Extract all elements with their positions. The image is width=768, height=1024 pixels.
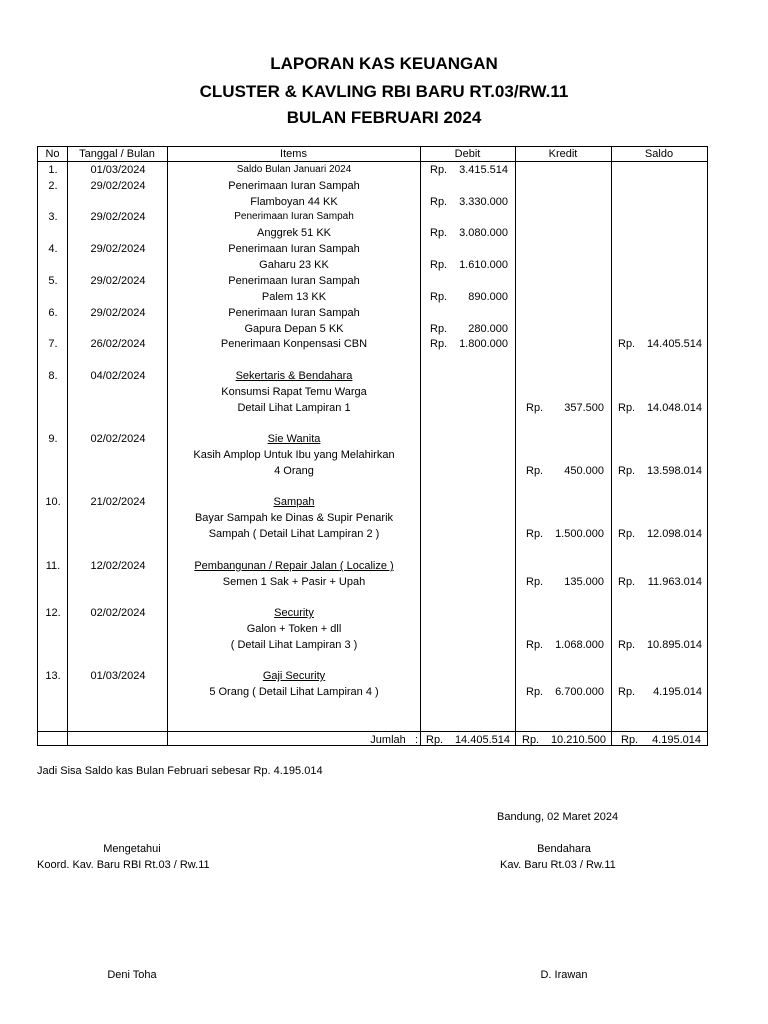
row-date: 02/02/2024 — [90, 433, 146, 445]
currency-label: Rp. — [526, 576, 544, 588]
amount-value: 14.405.514 — [646, 338, 702, 350]
total-kredit: Rp. 10.210.500 — [522, 734, 606, 746]
column-divider — [67, 147, 68, 745]
row-item-text: Kasih Amplop Untuk Ibu yang Melahirkan — [193, 449, 395, 461]
row-debit — [430, 195, 508, 209]
row-item-text: 4 Orang — [274, 465, 314, 477]
column-divider — [515, 147, 516, 745]
row-number: 4. — [48, 243, 58, 255]
row-item-text: Penerimaan Iuran Sampah — [228, 307, 360, 319]
row-item-text: Penerimaan Iuran Sampah — [234, 211, 354, 222]
closing-balance-note: Jadi Sisa Saldo kas Bulan Februari sebesar Rp. 4.195.014 — [37, 765, 323, 777]
row-item-text: Detail Lihat Lampiran 1 — [237, 402, 351, 414]
amount-value: 1.068.000 — [555, 639, 604, 651]
amount-value: 3.415.514 — [459, 164, 508, 176]
row-debit — [430, 322, 508, 336]
row-number: 10. — [45, 496, 61, 508]
report-period: BULAN FEBRUARI 2024 — [286, 108, 482, 127]
amount-value: 450.000 — [564, 465, 604, 477]
currency-label: Rp. — [618, 338, 636, 350]
report-subtitle: CLUSTER & KAVLING RBI BARU RT.03/RW.11 — [199, 82, 569, 101]
amount-value: 135.000 — [564, 576, 604, 588]
row-item-text: Penerimaan Iuran Sampah — [228, 243, 360, 255]
column-header-items: Items — [280, 148, 307, 160]
row-item-text: Saldo Bulan Januari 2024 — [236, 164, 352, 175]
row-item-text: 5 Orang ( Detail Lihat Lampiran 4 ) — [209, 686, 379, 698]
row-item-text: Galon + Token + dll — [246, 623, 342, 635]
amount-value: 890.000 — [468, 291, 508, 303]
row-item-text: Anggrek 51 KK — [257, 227, 331, 239]
row-date: 29/02/2024 — [90, 275, 146, 287]
amount-value: 1.610.000 — [459, 259, 508, 271]
currency-label: Rp. — [618, 639, 636, 651]
row-item-text: Pembangunan / Repair Jalan ( Localize ) — [194, 560, 394, 572]
row-debit — [430, 163, 508, 177]
row-number: 5. — [48, 275, 58, 287]
row-debit — [430, 226, 508, 240]
row-item-text: Penerimaan Iuran Sampah — [228, 180, 360, 192]
row-date: 02/02/2024 — [90, 607, 146, 619]
row-item-text: Bayar Sampah ke Dinas & Supir Penarik — [194, 512, 394, 524]
amount-value: 1.800.000 — [459, 338, 508, 350]
row-item-text: Gaharu 23 KK — [259, 259, 329, 271]
row-item-text: Sampah — [273, 496, 315, 508]
row-date: 01/03/2024 — [90, 670, 146, 682]
currency-label: Rp. — [430, 164, 448, 176]
currency-label: Rp. — [430, 323, 448, 335]
left-signatory-name: Deni Toha — [107, 969, 157, 981]
amount-value: 6.700.000 — [555, 686, 604, 698]
currency-label: Rp. — [526, 639, 544, 651]
row-item-text: Security — [274, 607, 314, 619]
row-number: 1. — [48, 164, 58, 176]
row-number: 9. — [48, 433, 58, 445]
right-signatory-role: Bendahara — [537, 843, 591, 855]
row-date: 04/02/2024 — [90, 370, 146, 382]
amount-value: 1.500.000 — [555, 528, 604, 540]
right-signatory-title: Kav. Baru Rt.03 / Rw.11 — [500, 859, 616, 871]
row-kredit — [526, 401, 604, 415]
column-header-debit: Debit — [454, 148, 481, 160]
row-saldo — [618, 337, 702, 351]
row-item-text: Sie Wanita — [267, 433, 321, 445]
right-signatory-name: D. Irawan — [540, 969, 588, 981]
row-number: 3. — [48, 211, 58, 223]
row-item-text: Palem 13 KK — [261, 291, 327, 303]
row-date: 29/02/2024 — [90, 211, 146, 223]
currency-label: Rp. — [526, 402, 544, 414]
row-item-text: Konsumsi Rapat Temu Warga — [221, 386, 367, 398]
currency-label: Rp. — [430, 291, 448, 303]
row-kredit — [526, 685, 604, 699]
row-item-text: Flamboyan 44 KK — [250, 196, 338, 208]
row-saldo — [618, 464, 702, 478]
row-debit — [430, 258, 508, 272]
row-date: 12/02/2024 — [90, 560, 146, 572]
currency-label: Rp. — [618, 402, 636, 414]
amount-value: 3.080.000 — [459, 227, 508, 239]
row-date: 21/02/2024 — [90, 496, 146, 508]
left-signatory-title: Koord. Kav. Baru RBI Rt.03 / Rw.11 — [37, 859, 210, 871]
row-saldo — [618, 527, 702, 541]
row-item-text: ( Detail Lihat Lampiran 3 ) — [230, 639, 358, 651]
row-item-text: Penerimaan Iuran Sampah — [228, 275, 360, 287]
row-debit — [430, 290, 508, 304]
currency-label: Rp. — [618, 528, 636, 540]
report-title: LAPORAN KAS KEUANGAN — [270, 54, 498, 73]
row-number: 11. — [45, 560, 61, 572]
total-saldo: Rp. 4.195.014 — [621, 734, 701, 746]
row-date: 01/03/2024 — [90, 164, 146, 176]
currency-label: Rp. — [618, 686, 636, 698]
currency-label: Rp. — [618, 465, 636, 477]
total-debit: Rp. 14.405.514 — [426, 734, 510, 746]
currency-label: Rp. — [430, 227, 448, 239]
currency-label: Rp. — [430, 338, 448, 350]
currency-label: Rp. — [618, 576, 636, 588]
row-item-text: Semen 1 Sak + Pasir + Upah — [222, 576, 366, 588]
currency-label: Rp. — [526, 465, 544, 477]
row-debit — [430, 337, 508, 351]
total-divider — [38, 731, 707, 732]
amount-value: 280.000 — [468, 323, 508, 335]
column-header-date: Tanggal / Bulan — [79, 148, 155, 160]
amount-value: 4.195.014 — [653, 686, 702, 698]
row-number: 6. — [48, 307, 58, 319]
left-signatory-role: Mengetahui — [103, 843, 161, 855]
row-kredit — [526, 527, 604, 541]
row-number: 8. — [48, 370, 58, 382]
row-item-text: Sampah ( Detail Lihat Lampiran 2 ) — [208, 528, 380, 540]
total-label: Jumlah : — [370, 734, 418, 746]
row-date: 29/02/2024 — [90, 243, 146, 255]
column-header-kredit: Kredit — [548, 148, 578, 160]
column-header-no: No — [45, 148, 60, 160]
amount-value: 10.895.014 — [646, 639, 702, 651]
amount-value: 13.598.014 — [646, 465, 702, 477]
amount-value: 357.500 — [564, 402, 604, 414]
row-saldo — [618, 575, 702, 589]
row-item-text: Gapura Depan 5 KK — [244, 323, 344, 335]
row-number: 7. — [48, 338, 58, 350]
row-number: 13. — [45, 670, 61, 682]
amount-value: 11.963.014 — [647, 576, 702, 588]
row-saldo — [618, 638, 702, 652]
currency-label: Rp. — [430, 259, 448, 271]
column-header-saldo: Saldo — [644, 148, 674, 160]
row-number: 2. — [48, 180, 58, 192]
row-date: 26/02/2024 — [90, 338, 146, 350]
row-kredit — [526, 638, 604, 652]
place-date: Bandung, 02 Maret 2024 — [497, 811, 619, 823]
currency-label: Rp. — [430, 196, 448, 208]
amount-value: 3.330.000 — [459, 196, 508, 208]
row-saldo — [618, 401, 702, 415]
row-item-text: Sekertaris & Bendahara — [235, 370, 353, 382]
row-saldo — [618, 685, 702, 699]
column-divider — [420, 147, 421, 745]
currency-label: Rp. — [526, 686, 544, 698]
row-date: 29/02/2024 — [90, 307, 146, 319]
row-number: 12. — [45, 607, 61, 619]
currency-label: Rp. — [526, 528, 544, 540]
row-kredit — [526, 464, 604, 478]
amount-value: 14.048.014 — [646, 402, 702, 414]
row-date: 29/02/2024 — [90, 180, 146, 192]
amount-value: 12.098.014 — [646, 528, 702, 540]
cash-ledger-table — [37, 146, 708, 746]
row-item-text: Penerimaan Konpensasi CBN — [220, 338, 368, 350]
column-divider — [611, 147, 612, 745]
row-item-text: Gaji Security — [262, 670, 326, 682]
header-divider — [38, 161, 707, 162]
row-kredit — [526, 575, 604, 589]
